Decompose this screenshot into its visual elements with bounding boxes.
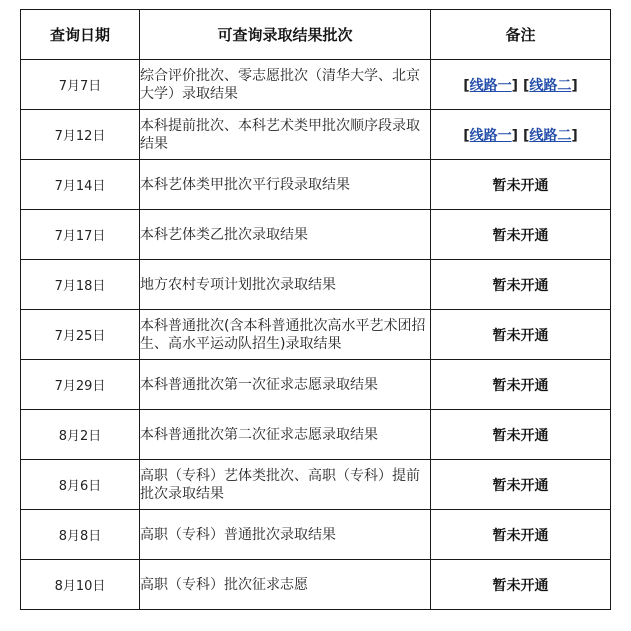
bracket-close: ] <box>571 77 578 94</box>
batch-cell: 本科普通批次(含本科普通批次高水平艺术团招生、高水平运动队招生)录取结果 <box>140 310 431 360</box>
not-open-status: 暂未开通 <box>492 377 549 394</box>
route-link-2[interactable]: 线路二 <box>529 77 572 94</box>
bracket-open: [ <box>522 77 530 94</box>
not-open-status: 暂未开通 <box>492 227 549 244</box>
not-open-status: 暂未开通 <box>492 427 549 444</box>
not-open-status: 暂未开通 <box>492 477 549 494</box>
query-date-cell: 8月10日 <box>21 560 140 610</box>
query-date-cell: 7月25日 <box>21 310 140 360</box>
batch-cell: 综合评价批次、零志愿批次（清华大学、北京大学）录取结果 <box>140 60 431 110</box>
query-date-cell: 7月29日 <box>21 360 140 410</box>
batch-cell: 本科艺体类甲批次平行段录取结果 <box>140 160 431 210</box>
table-row <box>21 510 611 560</box>
bracket-open: [ <box>463 127 470 144</box>
query-date-cell: 8月6日 <box>21 460 140 510</box>
table-body <box>21 60 611 610</box>
note-cell <box>431 460 611 510</box>
table-header-row <box>21 10 611 60</box>
header-note: 备注 <box>431 10 611 60</box>
header-query-date: 查询日期 <box>21 10 140 60</box>
not-open-status: 暂未开通 <box>492 577 549 594</box>
table-row <box>21 60 611 110</box>
query-date-cell: 7月7日 <box>21 60 140 110</box>
table-row <box>21 260 611 310</box>
query-date-cell: 7月18日 <box>21 260 140 310</box>
table-row <box>21 310 611 360</box>
batch-cell: 高职（专科）批次征求志愿 <box>140 560 431 610</box>
not-open-status: 暂未开通 <box>492 177 549 194</box>
note-cell <box>431 410 611 460</box>
note-cell <box>431 360 611 410</box>
bracket-close: ] <box>511 127 519 144</box>
not-open-status: 暂未开通 <box>492 527 549 544</box>
query-date-cell: 7月14日 <box>21 160 140 210</box>
query-date-cell: 8月2日 <box>21 410 140 460</box>
table-row <box>21 360 611 410</box>
batch-cell: 本科普通批次第二次征求志愿录取结果 <box>140 410 431 460</box>
table-row <box>21 160 611 210</box>
note-cell <box>431 260 611 310</box>
admission-results-table <box>20 9 611 610</box>
not-open-status: 暂未开通 <box>492 327 549 344</box>
table-row <box>21 210 611 260</box>
bracket-open: [ <box>522 127 530 144</box>
query-date-cell: 8月8日 <box>21 510 140 560</box>
note-cell <box>431 210 611 260</box>
bracket-close: ] <box>571 127 578 144</box>
table-row <box>21 110 611 160</box>
batch-cell: 本科普通批次第一次征求志愿录取结果 <box>140 360 431 410</box>
batch-cell: 高职（专科）艺体类批次、高职（专科）提前批次录取结果 <box>140 460 431 510</box>
table-row <box>21 560 611 610</box>
batch-cell: 地方农村专项计划批次录取结果 <box>140 260 431 310</box>
route-link-1[interactable]: 线路一 <box>469 127 512 144</box>
query-date-cell: 7月17日 <box>21 210 140 260</box>
batch-cell: 高职（专科）普通批次录取结果 <box>140 510 431 560</box>
note-cell <box>431 60 611 110</box>
batch-cell: 本科提前批次、本科艺术类甲批次顺序段录取结果 <box>140 110 431 160</box>
table-row <box>21 410 611 460</box>
bracket-open: [ <box>463 77 470 94</box>
route-link-1[interactable]: 线路一 <box>469 77 512 94</box>
note-cell <box>431 310 611 360</box>
header-batch: 可查询录取结果批次 <box>140 10 431 60</box>
note-cell <box>431 510 611 560</box>
route-link-2[interactable]: 线路二 <box>529 127 572 144</box>
note-cell <box>431 160 611 210</box>
note-cell <box>431 560 611 610</box>
note-cell <box>431 110 611 160</box>
not-open-status: 暂未开通 <box>492 277 549 294</box>
batch-cell: 本科艺体类乙批次录取结果 <box>140 210 431 260</box>
bracket-close: ] <box>511 77 519 94</box>
query-date-cell: 7月12日 <box>21 110 140 160</box>
table-row <box>21 460 611 510</box>
